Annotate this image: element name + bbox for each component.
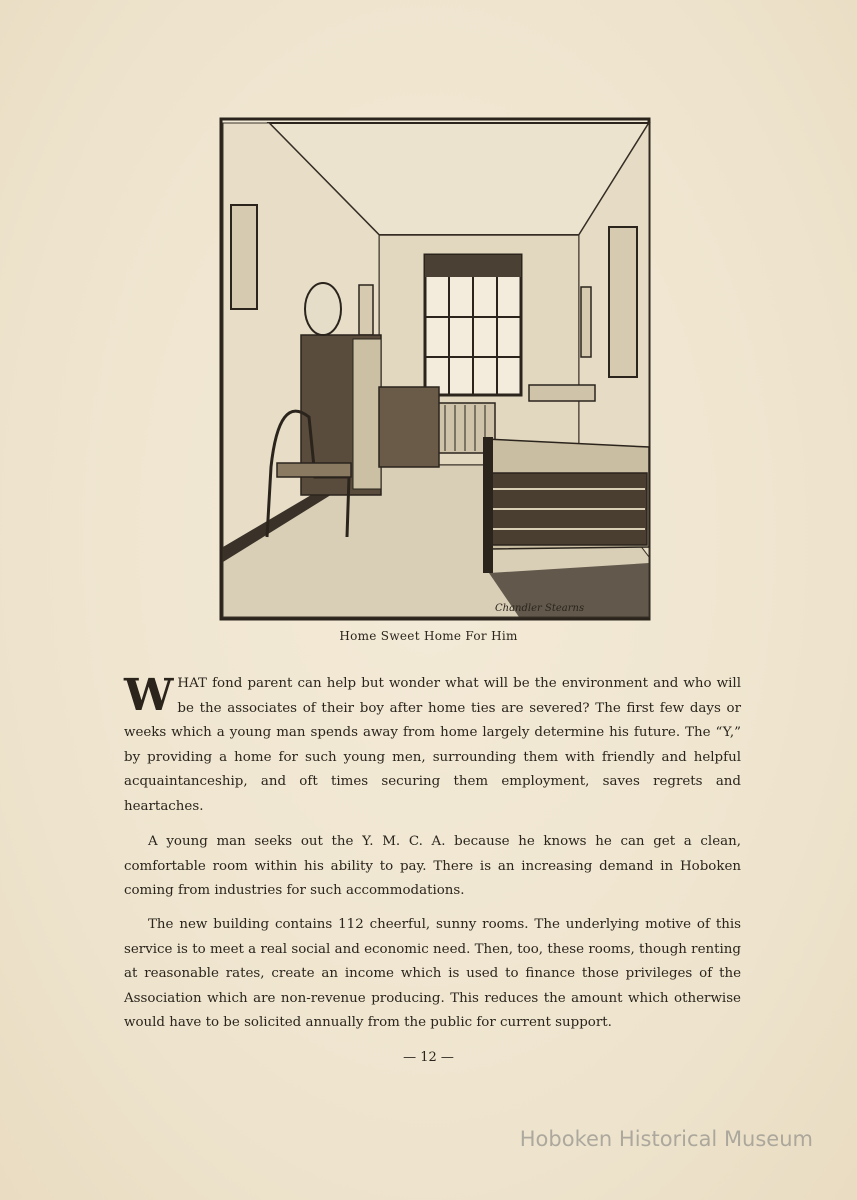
paragraph-3-text: The new building contains 112 cheerful, sunny rooms. The underlying motive of this service is to meet a real social and economic need. Then, too, these rooms, though renting at reasonable rates, create an income which is used to finance those privileges of the Association which are non-revenue producing. This reduces the amount which otherwise would have to be solicited annually from the public for current support. <box>124 917 741 1030</box>
room-illustration <box>219 117 651 621</box>
museum-watermark: Hoboken Historical Museum <box>519 1127 813 1151</box>
artist-signature: Chandler Stearns <box>495 603 585 614</box>
paragraph-1-text: HAT fond parent can help but wonder what will be the environment and who will be the associates of their boy after home ties are severed? The first few days or weeks which a young man spends away from home largely determine his future. The “Y,” by providing a home for such young men, surrounding them with friendly and helpful acquaintanceship, and oft times securing them employment, saves regrets and heartaches. <box>124 676 741 814</box>
drop-cap: W <box>124 670 174 721</box>
paragraph-2 <box>124 830 741 904</box>
image-caption: Home Sweet Home For Him <box>339 629 518 643</box>
paragraph-3 <box>124 913 741 1036</box>
paragraph-1 <box>124 672 741 819</box>
page-number: — 12 — <box>403 1050 454 1065</box>
paragraph-2-text: A young man seeks out the Y. M. C. A. because he knows he can get a clean, comfortable room within his ability to pay. There is an increasing demand in Hoboken coming from industries for such accommodations. <box>124 834 741 898</box>
